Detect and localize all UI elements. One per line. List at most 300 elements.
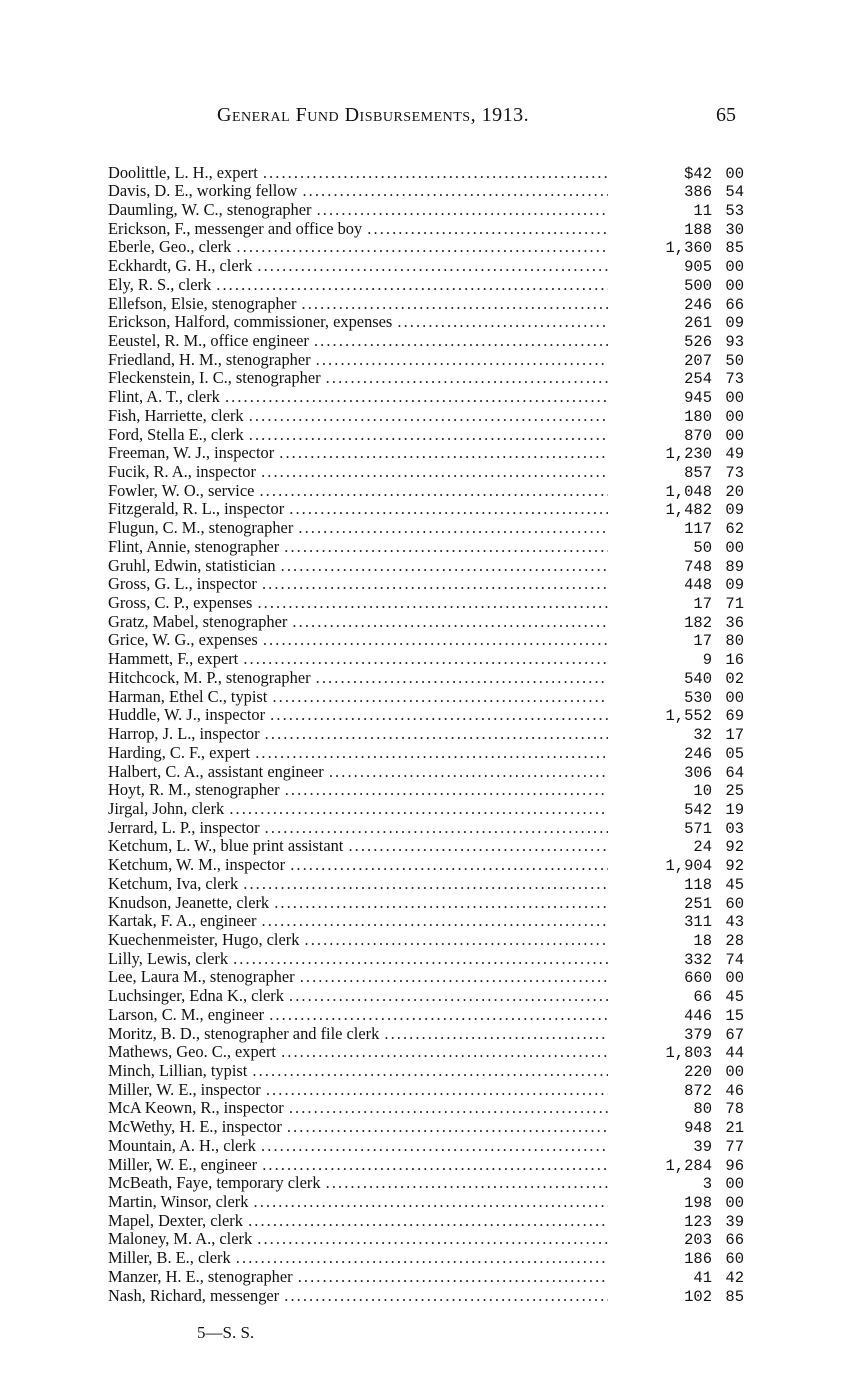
ledger-row xyxy=(108,538,758,557)
ledger-row xyxy=(108,369,758,388)
ledger-row xyxy=(108,594,758,613)
ledger-row xyxy=(108,725,758,744)
ledger-row xyxy=(108,463,758,482)
payee-cell xyxy=(108,1118,608,1137)
payee-name: Harrop, J. L., inspector xyxy=(108,725,260,744)
ledger-row xyxy=(108,1137,758,1156)
payee-name: McA Keown, R., inspector xyxy=(108,1099,284,1118)
ledger-row xyxy=(108,613,758,632)
amount-cents: 25 xyxy=(725,782,744,801)
signature-mark: 5—S. S. xyxy=(197,1323,255,1342)
payee-cell xyxy=(108,276,608,295)
payee-cell xyxy=(108,295,608,314)
ledger-row xyxy=(108,1118,758,1137)
payee-cell xyxy=(108,650,608,669)
payee-name: Nash, Richard, messenger xyxy=(108,1286,280,1305)
payee-cell xyxy=(108,407,608,426)
amount-cents: 00 xyxy=(725,1063,744,1081)
ledger-row xyxy=(108,912,758,931)
amount-cents: 00 xyxy=(725,969,744,988)
ledger-row xyxy=(108,1193,758,1212)
amount-cents: 19 xyxy=(725,800,744,819)
payee-name: Maloney, M. A., clerk xyxy=(108,1230,253,1249)
ledger-row xyxy=(108,295,758,314)
payee-name: Eberle, Geo., clerk xyxy=(108,238,232,257)
amount-dollars: 10 xyxy=(693,782,712,801)
payee-cell xyxy=(108,426,608,445)
payee-name: Miller, W. E., inspector xyxy=(108,1080,261,1099)
payee-cell xyxy=(108,837,608,856)
ledger-row xyxy=(108,407,758,426)
amount-dollars: 1,360 xyxy=(665,239,712,258)
amount-cents: 16 xyxy=(725,651,744,670)
amount-cents: 45 xyxy=(725,875,744,894)
payee-cell xyxy=(108,875,608,894)
amount-dollars: 102 xyxy=(684,1287,712,1306)
payee-name: Daumling, W. C., stenographer xyxy=(108,200,312,219)
payee-cell xyxy=(108,706,608,725)
payee-name: Lee, Laura M., stenographer xyxy=(108,968,295,987)
amount-dollars: 9 xyxy=(702,651,712,670)
payee-name: Eeustel, R. M., office engineer xyxy=(108,331,309,350)
payee-name: Flugun, C. M., stenographer xyxy=(108,519,294,538)
payee-cell xyxy=(108,1006,608,1025)
amount-dollars: 1,230 xyxy=(665,445,712,464)
ledger-row xyxy=(108,950,758,969)
ledger-row xyxy=(108,987,758,1006)
amount-cents: 69 xyxy=(725,707,744,726)
amount-cents: 46 xyxy=(725,1081,744,1100)
payee-cell xyxy=(108,463,608,482)
payee-cell xyxy=(108,201,608,220)
payee-name: Gross, G. L., inspector xyxy=(108,575,257,594)
payee-cell xyxy=(108,688,608,707)
payee-cell xyxy=(108,500,608,519)
amount-cents: 00 xyxy=(725,1194,744,1213)
amount-cents: 71 xyxy=(725,595,744,614)
ledger-row xyxy=(108,1006,758,1025)
payee-cell xyxy=(108,1099,608,1118)
payee-name: Larson, C. M., engineer xyxy=(108,1005,265,1024)
ledger-row xyxy=(108,1025,758,1044)
amount-dollars: 17 xyxy=(693,632,712,651)
payee-cell xyxy=(108,164,608,183)
amount-cents: 00 xyxy=(725,258,744,277)
amount-cents: 92 xyxy=(725,857,744,876)
payee-cell xyxy=(108,968,608,987)
amount-dollars: 182 xyxy=(684,613,712,632)
ledger-row xyxy=(108,688,758,707)
amount-cents: 74 xyxy=(725,950,744,969)
amount-dollars: 530 xyxy=(684,688,712,707)
ledger-row xyxy=(108,1081,758,1100)
payee-cell xyxy=(108,519,608,538)
payee-cell xyxy=(108,313,608,332)
ledger-row xyxy=(108,575,758,594)
payee-cell xyxy=(108,669,608,688)
payee-name: Erickson, Halford, commissioner, expenses xyxy=(108,313,393,332)
ledger-row xyxy=(108,1099,758,1118)
payee-cell xyxy=(108,781,608,800)
page-title: General Fund Disbursements, 1913. xyxy=(217,104,530,126)
payee-name: Doolittle, L. H., expert xyxy=(108,163,258,182)
ledger-row xyxy=(108,332,758,351)
amount-dollars: 1,284 xyxy=(665,1156,712,1175)
amount-cents: 92 xyxy=(725,838,744,857)
payee-name: Fish, Harriette, clerk xyxy=(108,406,244,425)
ledger-row xyxy=(108,1249,758,1268)
ledger-row xyxy=(108,631,758,650)
amount-dollars: 542 xyxy=(684,800,712,819)
payee-name: Hammett, F., expert xyxy=(108,650,239,669)
payee-name: Gross, C. P., expenses xyxy=(108,594,253,613)
payee-name: Flint, A. T., clerk xyxy=(108,388,220,407)
ledger-row xyxy=(108,164,758,183)
payee-name: Harman, Ethel C., typist xyxy=(108,687,268,706)
ledger-row xyxy=(108,276,758,295)
payee-name: Freeman, W. J., inspector xyxy=(108,444,275,463)
amount-dollars: 571 xyxy=(684,819,712,838)
amount-dollars: 66 xyxy=(693,988,712,1007)
payee-cell xyxy=(108,351,608,370)
amount-cents: 96 xyxy=(725,1156,744,1175)
payee-name: Fleckenstein, I. C., stenographer xyxy=(108,369,321,388)
amount-dollars: 945 xyxy=(684,389,712,408)
amount-dollars: 186 xyxy=(684,1250,712,1269)
amount-dollars: 1,904 xyxy=(665,857,712,876)
payee-name: Hoyt, R. M., stenographer xyxy=(108,781,280,800)
ledger-row xyxy=(108,1230,758,1249)
payee-name: Erickson, F., messenger and office boy xyxy=(108,219,363,238)
payee-cell xyxy=(108,1081,608,1100)
payee-cell xyxy=(108,931,608,950)
ledger-row xyxy=(108,894,758,913)
amount-cents: 39 xyxy=(725,1212,744,1231)
amount-cents: 50 xyxy=(725,351,744,370)
amount-cents: 89 xyxy=(725,557,744,576)
amount-cents: 93 xyxy=(725,332,744,351)
payee-name: Mapel, Dexter, clerk xyxy=(108,1211,243,1230)
payee-name: Kuechenmeister, Hugo, clerk xyxy=(108,930,300,949)
amount-cents: 53 xyxy=(725,201,744,220)
ledger-row xyxy=(108,650,758,669)
amount-cents: 80 xyxy=(725,632,744,651)
amount-dollars: 117 xyxy=(684,520,712,539)
ledger-row xyxy=(108,931,758,950)
payee-name: Jerrard, L. P., inspector xyxy=(108,818,260,837)
amount-dollars: 448 xyxy=(684,576,712,595)
amount-dollars: 872 xyxy=(684,1081,712,1100)
payee-cell xyxy=(108,1174,608,1193)
amount-cents: 00 xyxy=(725,538,744,557)
payee-cell xyxy=(108,220,608,239)
ledger-row xyxy=(108,519,758,538)
payee-name: Miller, W. E., engineer xyxy=(108,1155,258,1174)
payee-cell xyxy=(108,1287,608,1306)
amount-dollars: 1,803 xyxy=(665,1044,712,1063)
amount-dollars: 50 xyxy=(693,538,712,557)
payee-name: Friedland, H. M., stenographer xyxy=(108,350,311,369)
amount-cents: 66 xyxy=(725,1231,744,1250)
payee-name: Ellefson, Elsie, stenographer xyxy=(108,294,297,313)
amount-cents: 03 xyxy=(725,819,744,838)
ledger-row xyxy=(108,856,758,875)
payee-cell xyxy=(108,613,608,632)
ledger-row xyxy=(108,1174,758,1193)
ledger-row xyxy=(108,313,758,332)
amount-cents: 64 xyxy=(725,763,744,782)
amount-dollars: 386 xyxy=(684,183,712,202)
ledger-row xyxy=(108,257,758,276)
ledger-row xyxy=(108,781,758,800)
payee-name: Fucik, R. A., inspector xyxy=(108,463,256,481)
page-header xyxy=(0,104,867,134)
amount-dollars: 180 xyxy=(684,407,712,426)
payee-cell xyxy=(108,819,608,838)
amount-cents: 21 xyxy=(725,1119,744,1138)
amount-dollars: 80 xyxy=(693,1100,712,1119)
amount-dollars: 123 xyxy=(684,1212,712,1231)
amount-cents: 15 xyxy=(725,1006,744,1025)
ledger-row xyxy=(108,669,758,688)
amount-dollars: 207 xyxy=(684,351,712,370)
payee-cell xyxy=(108,1193,608,1212)
payee-cell xyxy=(108,856,608,875)
ledger-row xyxy=(108,837,758,856)
amount-dollars: 11 xyxy=(693,201,712,220)
payee-name: Fowler, W. O., service xyxy=(108,481,255,500)
payee-cell xyxy=(108,800,608,819)
payee-name: Flint, Annie, stenographer xyxy=(108,537,280,556)
payee-cell xyxy=(108,744,608,763)
amount-cents: 02 xyxy=(725,669,744,688)
payee-name: Moritz, B. D., stenographer and file clerk xyxy=(108,1024,380,1043)
amount-dollars: 500 xyxy=(684,276,712,295)
ledger-row xyxy=(108,444,758,463)
payee-cell xyxy=(108,182,608,201)
payee-name: Davis, D. E., working fellow xyxy=(108,182,298,201)
ledger-row xyxy=(108,1043,758,1062)
amount-dollars: 905 xyxy=(684,258,712,277)
payee-name: Ketchum, L. W., blue print assistant xyxy=(108,837,344,856)
payee-name: McBeath, Faye, temporary clerk xyxy=(108,1174,321,1193)
payee-name: Fitzgerald, R. L., inspector xyxy=(108,500,285,519)
amount-dollars: 446 xyxy=(684,1006,712,1025)
amount-cents: 67 xyxy=(725,1025,744,1044)
amount-dollars: 41 xyxy=(693,1268,712,1287)
ledger-row xyxy=(108,763,758,782)
payee-name: Knudson, Jeanette, clerk xyxy=(108,893,270,912)
amount-cents: 00 xyxy=(725,164,744,183)
amount-dollars: 748 xyxy=(684,557,712,576)
ledger-row xyxy=(108,1287,758,1306)
ledger-row xyxy=(108,482,758,501)
ledger-row xyxy=(108,388,758,407)
ledger-row xyxy=(108,968,758,987)
payee-name: Gratz, Mabel, stenographer xyxy=(108,612,288,631)
amount-dollars: 251 xyxy=(684,894,712,913)
payee-cell xyxy=(108,369,608,388)
payee-cell xyxy=(108,950,608,969)
amount-cents: 30 xyxy=(725,220,744,239)
amount-cents: 77 xyxy=(725,1137,744,1156)
amount-cents: 05 xyxy=(725,744,744,763)
payee-cell xyxy=(108,1043,608,1062)
amount-cents: 09 xyxy=(725,314,744,333)
payee-cell xyxy=(108,912,608,931)
amount-dollars: 311 xyxy=(684,913,712,932)
amount-cents: 60 xyxy=(725,894,744,913)
amount-dollars: 203 xyxy=(684,1231,712,1250)
payee-cell xyxy=(108,987,608,1006)
payee-cell xyxy=(108,763,608,782)
page-number: 65 xyxy=(716,104,736,126)
payee-cell xyxy=(108,444,608,463)
amount-cents: 00 xyxy=(725,407,744,426)
payee-name: Eckhardt, G. H., clerk xyxy=(108,257,253,276)
payee-name: Minch, Lillian, typist xyxy=(108,1062,248,1080)
payee-cell xyxy=(108,1230,608,1249)
amount-cents: 00 xyxy=(725,426,744,445)
payee-cell xyxy=(108,257,608,276)
amount-cents: 66 xyxy=(725,295,744,314)
payee-name: Martin, Winsor, clerk xyxy=(108,1193,249,1212)
payee-cell xyxy=(108,594,608,613)
amount-dollars: 17 xyxy=(693,595,712,614)
amount-cents: 73 xyxy=(725,464,744,482)
payee-name: Mountain, A. H., clerk xyxy=(108,1136,256,1155)
amount-dollars: $42 xyxy=(684,164,712,183)
payee-name: Jirgal, John, clerk xyxy=(108,799,225,818)
payee-name: Hitchcock, M. P., stenographer xyxy=(108,668,311,687)
payee-cell xyxy=(108,575,608,594)
amount-cents: 28 xyxy=(725,931,744,950)
payee-cell xyxy=(108,538,608,557)
payee-cell xyxy=(108,332,608,351)
ledger-row xyxy=(108,800,758,819)
amount-cents: 36 xyxy=(725,613,744,632)
payee-cell xyxy=(108,1062,608,1081)
amount-cents: 00 xyxy=(725,276,744,295)
payee-cell xyxy=(108,1025,608,1044)
amount-dollars: 261 xyxy=(684,314,712,333)
payee-name: Kartak, F. A., engineer xyxy=(108,912,257,931)
amount-cents: 20 xyxy=(725,482,744,501)
payee-name: Huddle, W. J., inspector xyxy=(108,706,266,725)
payee-name: McWethy, H. E., inspector xyxy=(108,1118,282,1137)
payee-cell xyxy=(108,557,608,576)
amount-cents: 00 xyxy=(725,389,744,408)
ledger-row xyxy=(108,744,758,763)
amount-dollars: 254 xyxy=(684,370,712,389)
amount-cents: 78 xyxy=(725,1100,744,1119)
disbursement-list xyxy=(108,164,758,1306)
payee-name: Halbert, C. A., assistant engineer xyxy=(108,762,324,781)
amount-dollars: 1,482 xyxy=(665,501,712,520)
ledger-row xyxy=(108,500,758,519)
payee-name: Manzer, H. E., stenographer xyxy=(108,1267,293,1286)
ledger-row xyxy=(108,1062,758,1081)
payee-name: Luchsinger, Edna K., clerk xyxy=(108,987,284,1006)
ledger-row xyxy=(108,557,758,576)
amount-dollars: 246 xyxy=(684,295,712,314)
payee-cell xyxy=(108,1249,608,1268)
payee-name: Ely, R. S., clerk xyxy=(108,275,212,294)
payee-name: Lilly, Lewis, clerk xyxy=(108,949,229,968)
amount-dollars: 870 xyxy=(684,426,712,445)
amount-cents: 44 xyxy=(725,1044,744,1063)
amount-dollars: 18 xyxy=(693,931,712,950)
payee-cell xyxy=(108,388,608,407)
payee-cell xyxy=(108,1268,608,1287)
ledger-row xyxy=(108,819,758,838)
amount-dollars: 540 xyxy=(684,669,712,688)
amount-cents: 43 xyxy=(725,913,744,932)
payee-cell xyxy=(108,894,608,913)
amount-dollars: 3 xyxy=(702,1175,712,1194)
amount-cents: 62 xyxy=(725,520,744,539)
amount-dollars: 198 xyxy=(684,1194,712,1213)
ledger-row xyxy=(108,238,758,257)
ledger-row xyxy=(108,351,758,370)
amount-cents: 85 xyxy=(725,1287,744,1306)
payee-name: Grice, W. G., expenses xyxy=(108,631,258,650)
amount-dollars: 660 xyxy=(684,969,712,988)
ledger-row xyxy=(108,1268,758,1287)
payee-name: Ford, Stella E., clerk xyxy=(108,425,244,444)
amount-cents: 73 xyxy=(725,370,744,389)
payee-cell xyxy=(108,725,608,744)
amount-cents: 42 xyxy=(725,1268,744,1287)
amount-dollars: 188 xyxy=(684,220,712,239)
amount-dollars: 1,048 xyxy=(665,482,712,501)
amount-cents: 17 xyxy=(725,726,744,745)
amount-dollars: 220 xyxy=(684,1063,712,1081)
ledger-row xyxy=(108,201,758,220)
payee-cell xyxy=(108,1137,608,1156)
amount-dollars: 1,552 xyxy=(665,707,712,726)
amount-cents: 00 xyxy=(725,688,744,707)
payee-cell xyxy=(108,482,608,501)
amount-dollars: 948 xyxy=(684,1119,712,1138)
payee-name: Miller, B. E., clerk xyxy=(108,1249,231,1268)
payee-cell xyxy=(108,1212,608,1231)
amount-dollars: 39 xyxy=(693,1137,712,1156)
amount-cents: 09 xyxy=(725,501,744,520)
ledger-row xyxy=(108,182,758,201)
payee-cell xyxy=(108,1156,608,1175)
ledger-row xyxy=(108,426,758,445)
amount-cents: 60 xyxy=(725,1250,744,1269)
ledger-row xyxy=(108,1156,758,1175)
ledger-row xyxy=(108,706,758,725)
amount-cents: 85 xyxy=(725,239,744,258)
ledger-row xyxy=(108,1212,758,1231)
payee-name: Ketchum, W. M., inspector xyxy=(108,856,286,875)
amount-dollars: 379 xyxy=(684,1025,712,1044)
amount-dollars: 118 xyxy=(684,875,712,894)
amount-cents: 00 xyxy=(725,1175,744,1194)
ledger-row xyxy=(108,875,758,894)
amount-dollars: 526 xyxy=(684,332,712,351)
payee-name: Gruhl, Edwin, statistician xyxy=(108,556,276,575)
amount-dollars: 24 xyxy=(693,838,712,857)
amount-dollars: 857 xyxy=(684,464,712,482)
amount-dollars: 32 xyxy=(693,726,712,745)
payee-cell xyxy=(108,238,608,257)
payee-name: Ketchum, Iva, clerk xyxy=(108,874,239,893)
amount-cents: 09 xyxy=(725,576,744,595)
